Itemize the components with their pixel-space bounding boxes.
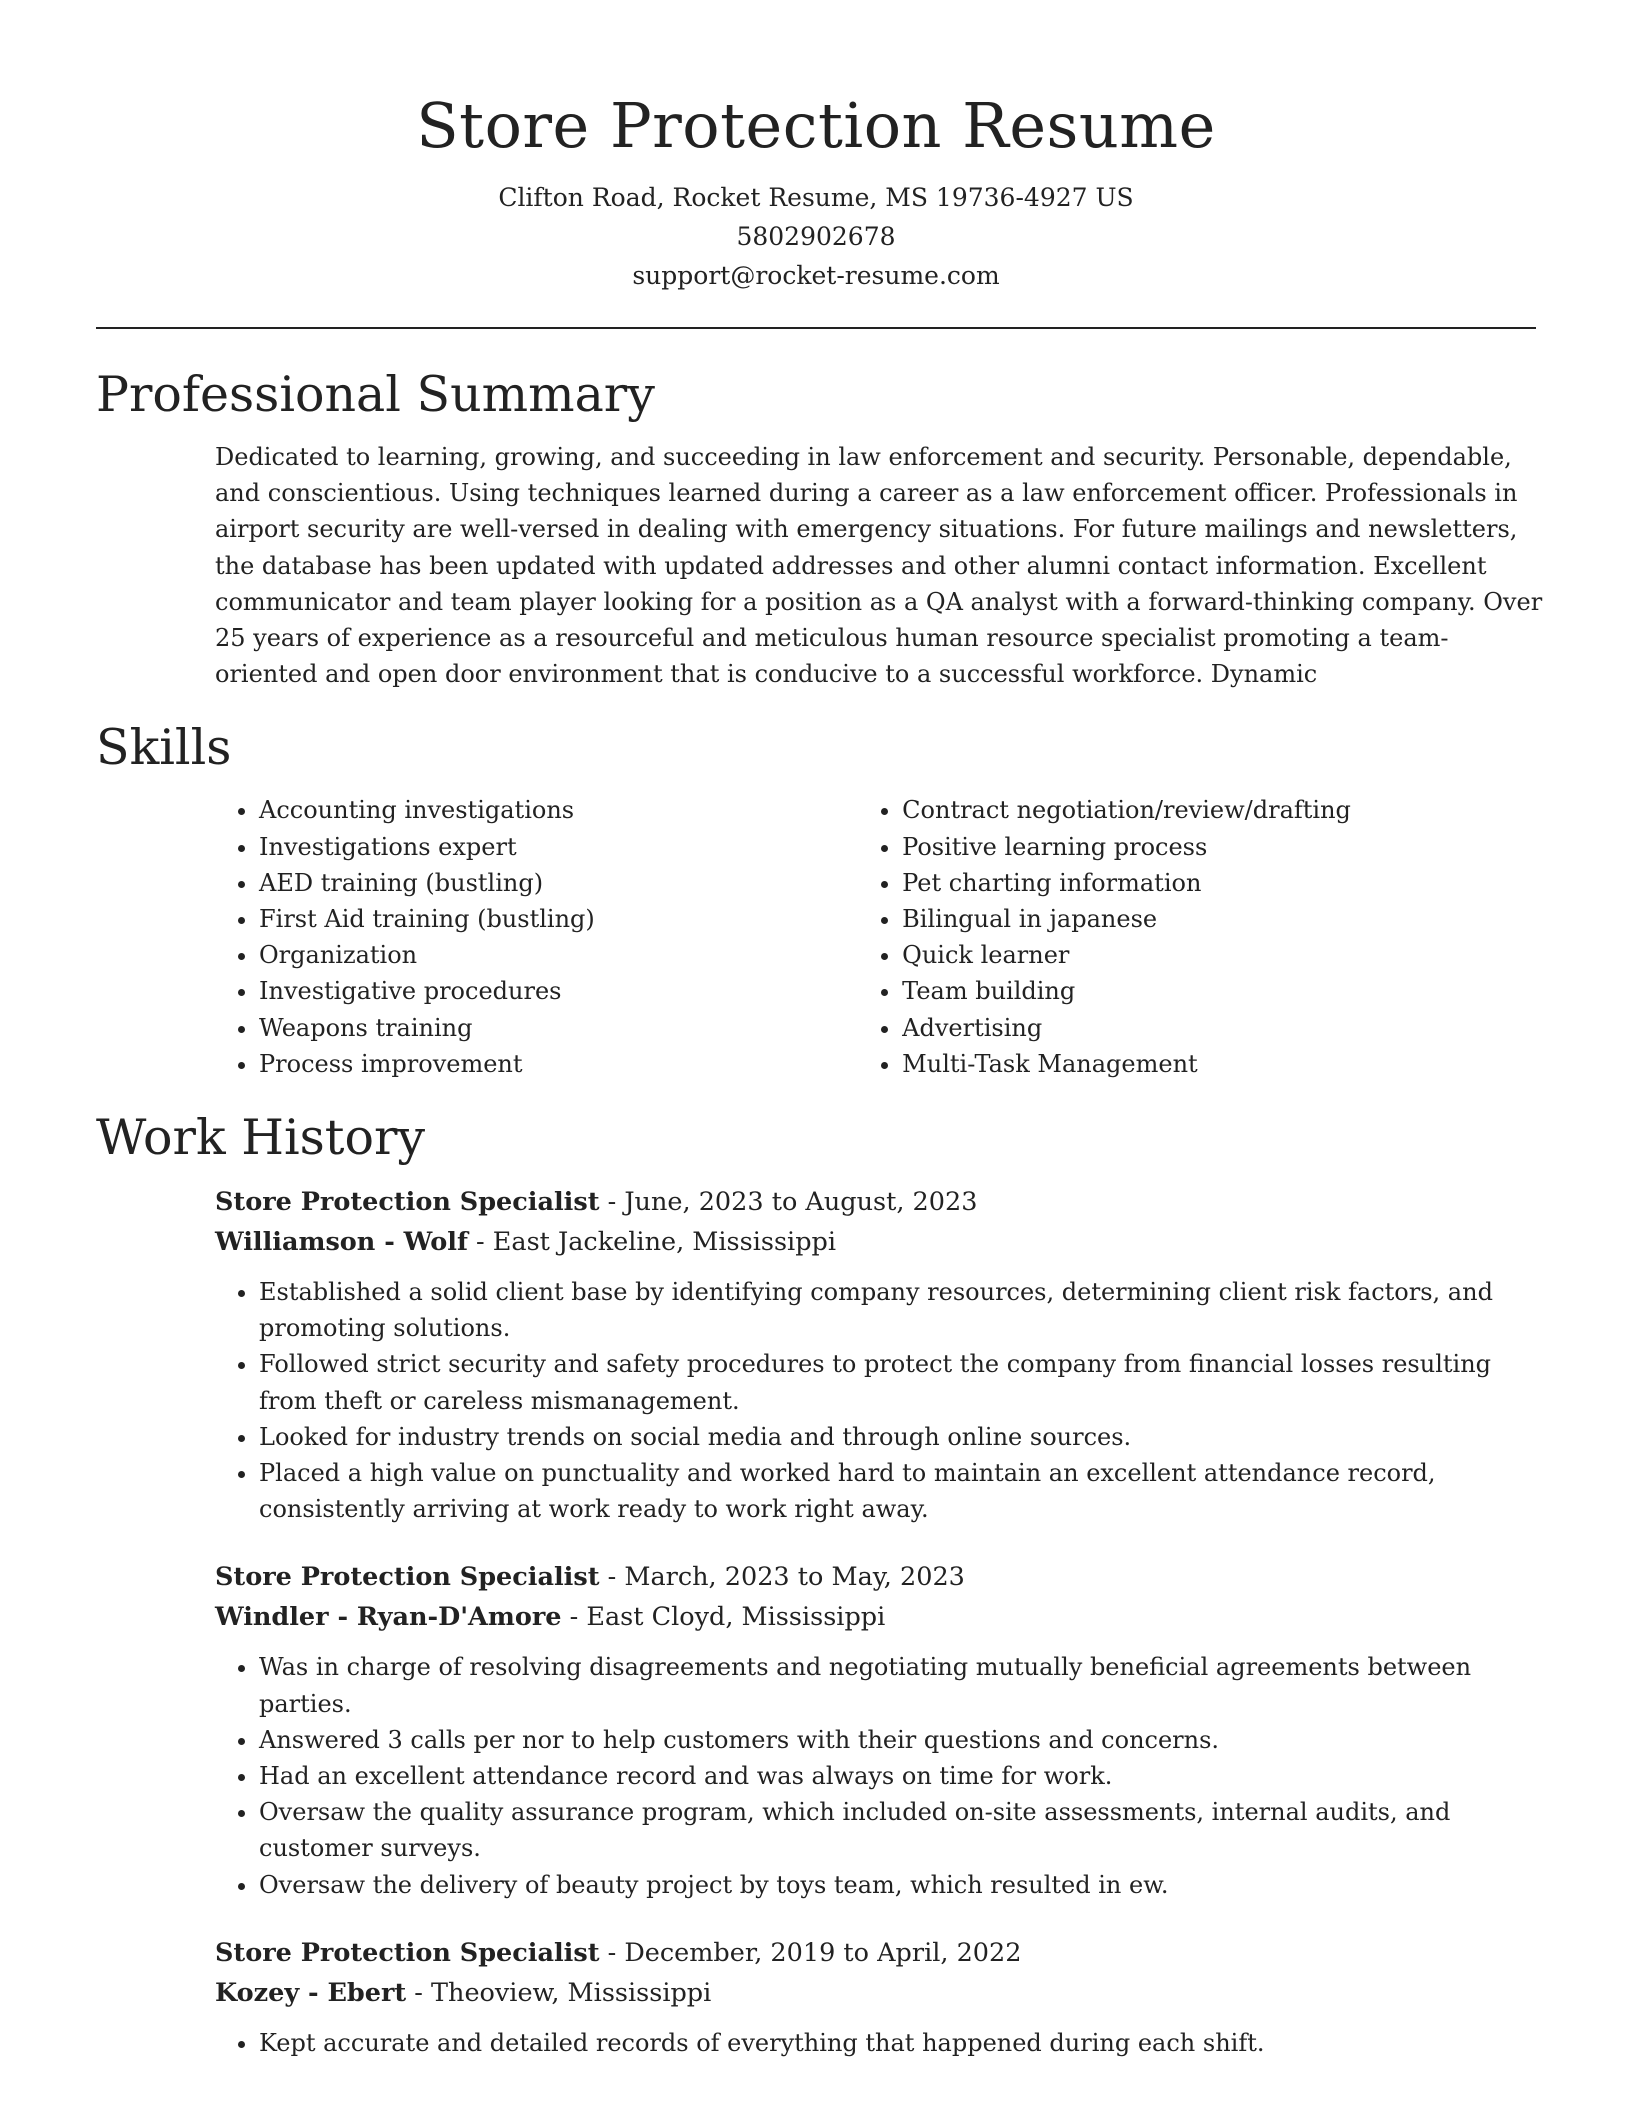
job-title-line	[215, 1557, 1545, 1597]
job-separator: -	[599, 1937, 625, 1968]
skill-item: • Positive learning process	[902, 829, 1536, 865]
skill-item: • Investigative procedures	[259, 973, 858, 1009]
job-company-line	[215, 1222, 1545, 1262]
job-bullet: • Oversaw the quality assurance program, which included on-site assessments, internal audits, and customer surveys.	[259, 1794, 1545, 1866]
skill-item: • AED training (bustling)	[259, 865, 858, 901]
skill-item: • Process improvement	[259, 1046, 858, 1082]
job-company: Windler - Ryan-D'Amore	[215, 1602, 562, 1633]
job-title-line	[215, 1182, 1545, 1222]
job-separator: -	[599, 1187, 625, 1218]
job-separator: -	[561, 1602, 587, 1633]
summary-heading: Professional Summary	[96, 366, 655, 423]
job-title: Store Protection Specialist	[215, 1937, 600, 1968]
contact-info	[96, 178, 1536, 295]
job-dates: June, 2023 to August, 2023	[624, 1187, 978, 1218]
skill-item: • Organization	[259, 937, 858, 973]
job-bullet: • Established a solid client base by identifying company resources, determining client risk factors, and promoting solutions.	[259, 1274, 1545, 1346]
job-bullet: • Answered 3 calls per nor to help customers with their questions and concerns.	[259, 1722, 1545, 1758]
job-bullet: • Had an excellent attendance record and was always on time for work.	[259, 1758, 1545, 1794]
job-bullet: • Placed a high value on punctuality and worked hard to maintain an excellent attendance record, consistently arriving at work ready to work right away.	[259, 1455, 1545, 1527]
job-title-line	[215, 1933, 1545, 1973]
job-separator: -	[467, 1227, 493, 1258]
skills-column-left	[215, 792, 858, 1082]
job-bullet: • Followed strict security and safety procedures to protect the company from financial losses resulting from theft or careless mismanagement.	[259, 1346, 1545, 1418]
job-entry	[215, 1182, 1545, 1527]
skills-list	[215, 792, 1536, 1082]
summary-text: Dedicated to learning, growing, and succeeding in law enforcement and security. Personable, dependable, and conscientious. Using techniques learned during a career as a law enforcement officer. Professionals in airport security are well-versed in dealing with emergency situations. For future mailings and newsletters, the database has been updated with updated addresses and other alumni contact information. Excellent communicator and team player looking for a position as a QA analyst with a forward-thinking company. Over 25 years of experience as a resourceful and meticulous human resource specialist promoting a team-oriented and open door environment that is conducive to a successful workforce. Dynamic	[215, 443, 1543, 689]
skills-heading: Skills	[96, 719, 232, 777]
job-bullet: • Looked for industry trends on social media and through online sources.	[259, 1419, 1545, 1455]
job-company-line	[215, 1597, 1545, 1637]
job-company: Williamson - Wolf	[215, 1227, 468, 1258]
job-bullet-list	[215, 2025, 1545, 2061]
job-dates: March, 2023 to May, 2023	[624, 1562, 965, 1593]
resume-title: Store Protection Resume	[416, 89, 1216, 162]
job-entry	[215, 1557, 1545, 1902]
skill-item: • Quick learner	[902, 937, 1536, 973]
skills-column-right	[858, 792, 1536, 1082]
skill-item: • Weapons training	[259, 1010, 858, 1046]
job-title: Store Protection Specialist	[215, 1187, 600, 1218]
job-separator: -	[406, 1977, 432, 2008]
skill-item: • Accounting investigations	[259, 792, 858, 828]
job-title: Store Protection Specialist	[215, 1562, 600, 1593]
resume-page	[96, 0, 1543, 2061]
skill-item: • Investigations expert	[259, 829, 858, 865]
job-location: East Jackeline, Mississippi	[492, 1227, 837, 1258]
job-company-line	[215, 1973, 1545, 2013]
contact-phone: 5802902678	[736, 222, 896, 251]
skill-item: • Advertising	[902, 1010, 1536, 1046]
job-bullet: • Oversaw the delivery of beauty project by toys team, which resulted in ew.	[259, 1867, 1545, 1903]
contact-email: support@rocket-resume.com	[632, 261, 1000, 290]
resume-header	[96, 0, 1536, 295]
job-separator: -	[599, 1562, 625, 1593]
skill-item: • Team building	[902, 973, 1536, 1009]
skill-item: • First Aid training (bustling)	[259, 901, 858, 937]
skill-item: • Pet charting information	[902, 865, 1536, 901]
skill-item: • Contract negotiation/review/drafting	[902, 792, 1536, 828]
job-bullet-list	[215, 1649, 1545, 1902]
job-location: Theoview, Mississippi	[431, 1977, 712, 2008]
job-bullet-list	[215, 1274, 1545, 1527]
contact-address: Clifton Road, Rocket Resume, MS 19736-4927 US	[498, 183, 1134, 212]
job-bullet: • Kept accurate and detailed records of everything that happened during each shift.	[259, 2025, 1545, 2061]
job-bullet: • Was in charge of resolving disagreements and negotiating mutually beneficial agreements between parties.	[259, 1649, 1545, 1721]
job-company: Kozey - Ebert	[215, 1977, 407, 2008]
skill-item: • Multi-Task Management	[902, 1046, 1536, 1082]
job-location: East Cloyd, Mississippi	[586, 1602, 886, 1633]
job-entry	[215, 1933, 1545, 2061]
job-dates: December, 2019 to April, 2022	[624, 1937, 1022, 1968]
header-divider	[96, 327, 1536, 329]
work-history-heading: Work History	[96, 1109, 426, 1167]
skill-item: • Bilingual in japanese	[902, 901, 1536, 937]
